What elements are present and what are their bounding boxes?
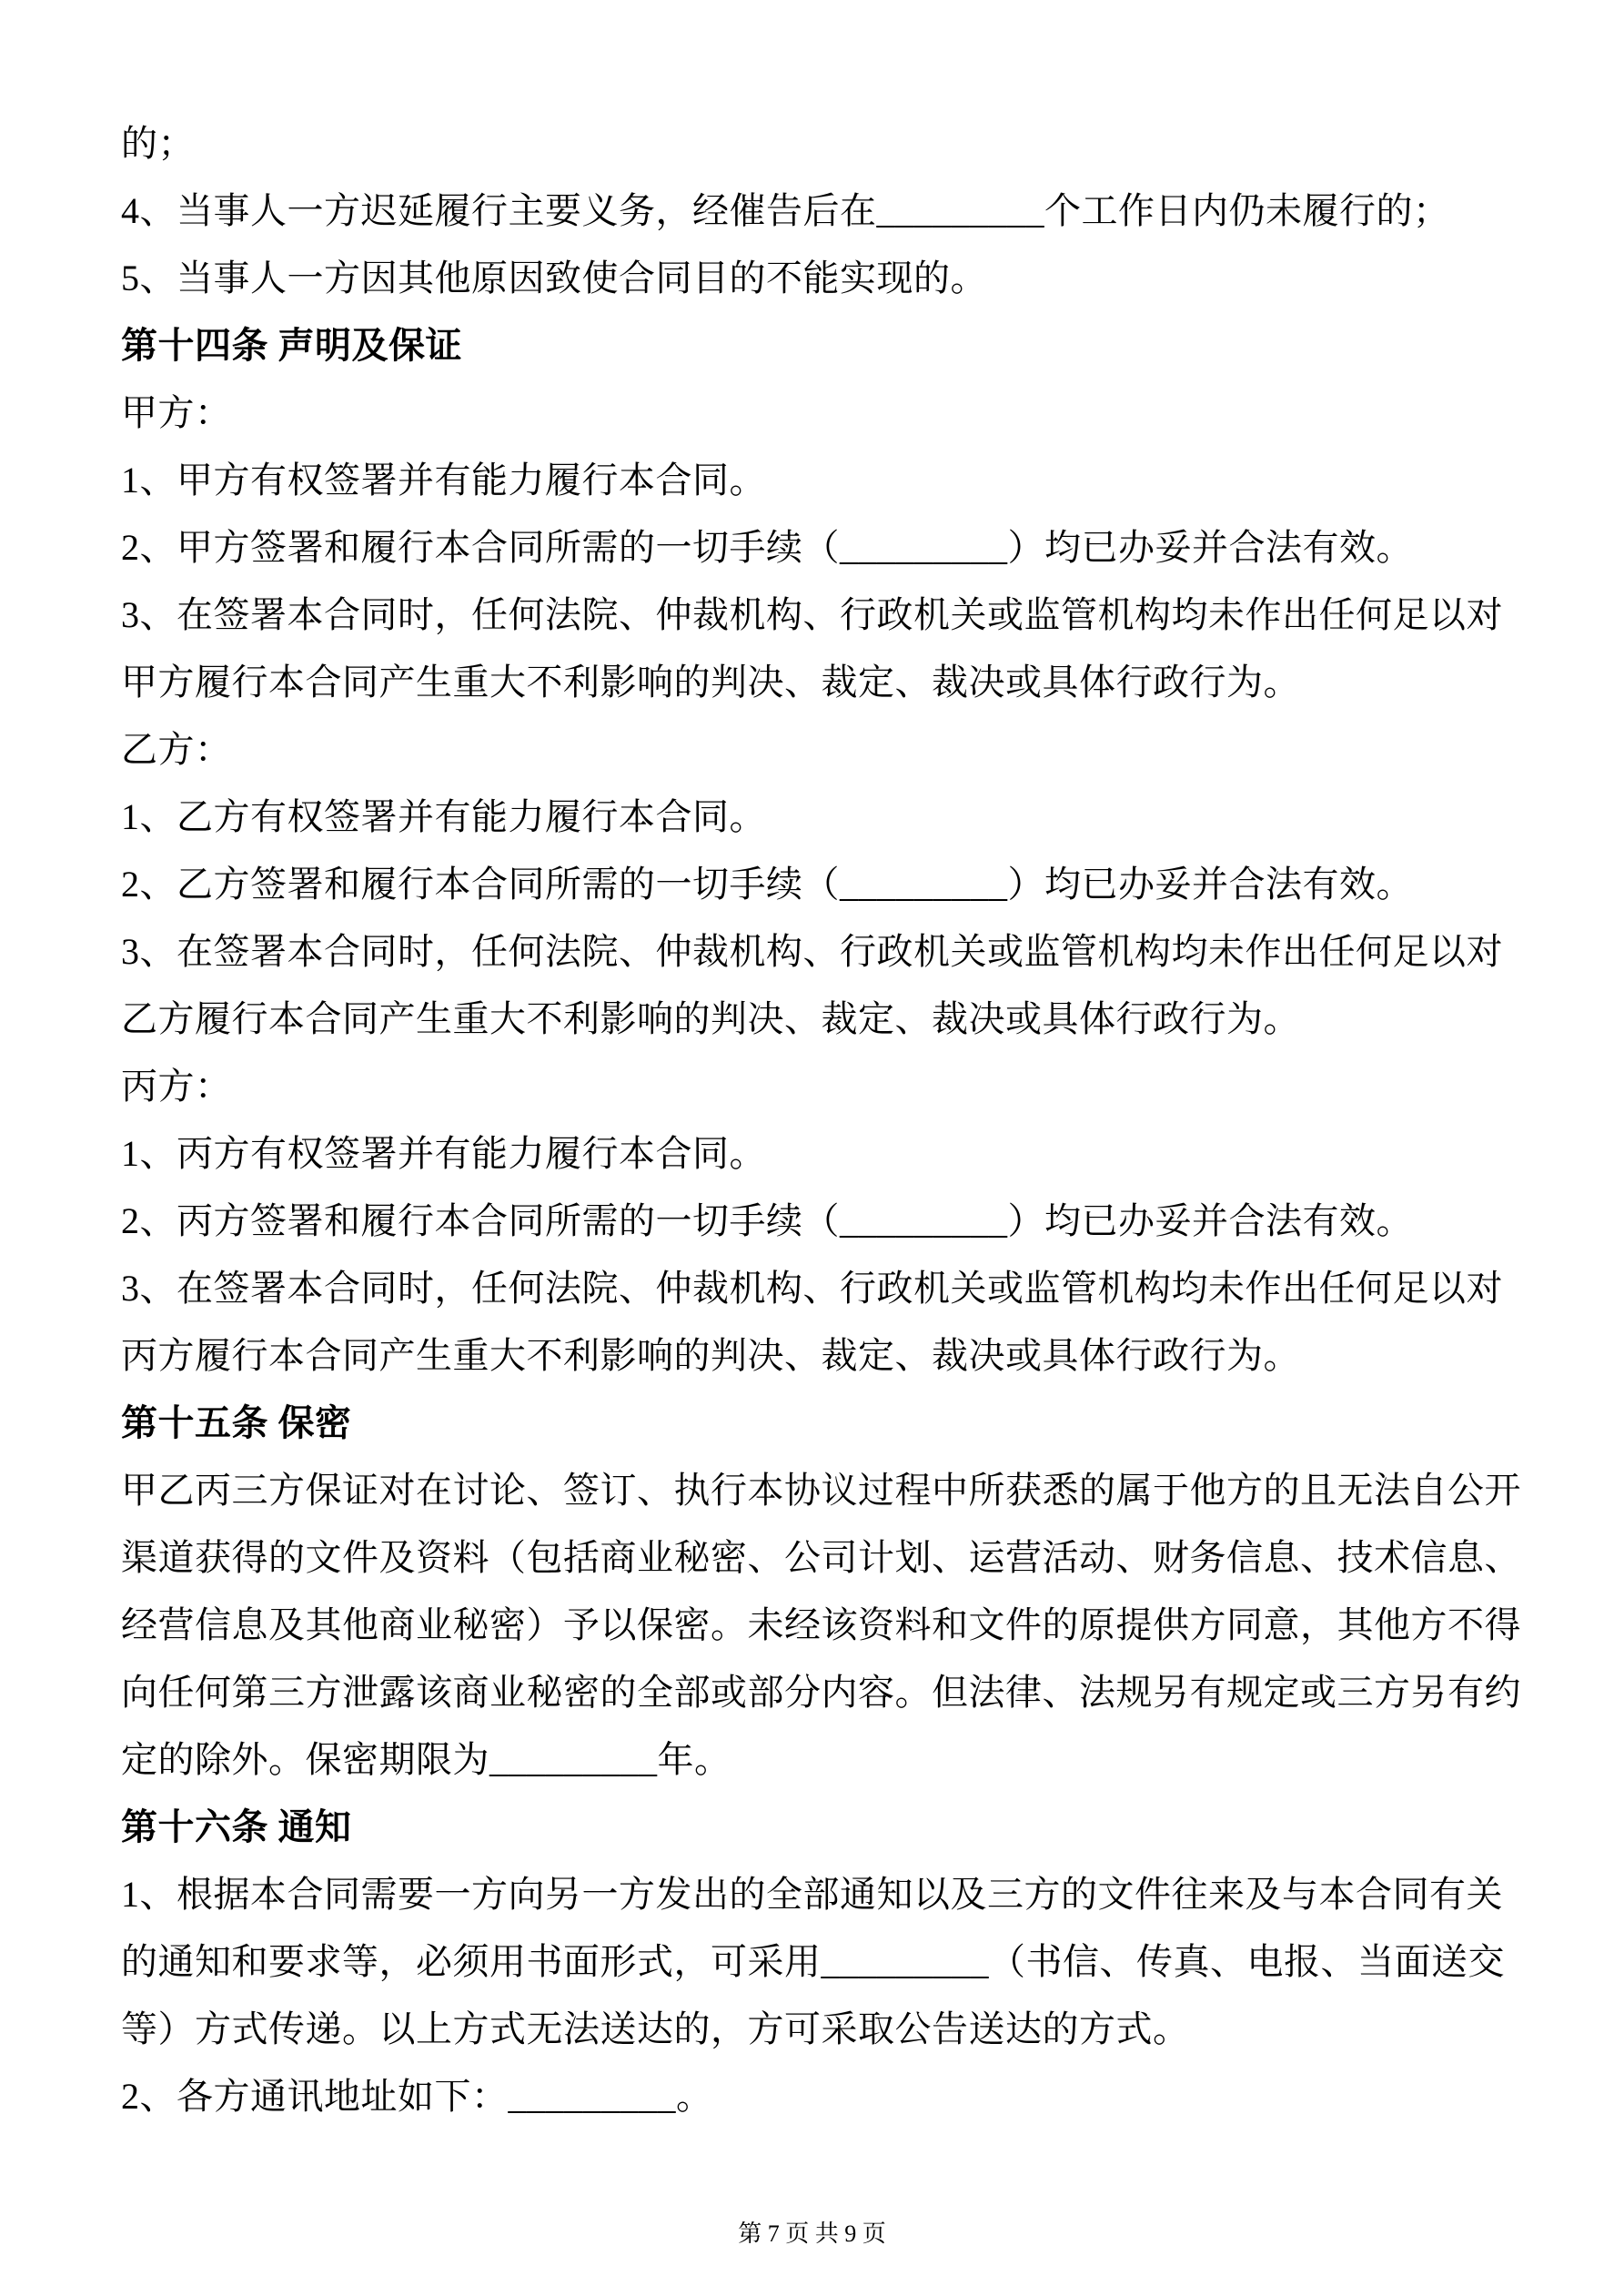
- text-line: 1、乙方有权签署并有能力履行本合同。: [121, 796, 766, 837]
- text-line: 3、在签署本合同时，任何法院、仲裁机构、行政机关或监管机构均未作出任何足以对: [121, 594, 1503, 635]
- text-line: 乙方履行本合同产生重大不利影响的判决、裁定、裁决或具体行政行为。: [121, 998, 1300, 1039]
- text-line: 乙方：: [121, 729, 232, 770]
- page-footer: 第 7 页 共 9 页: [738, 2220, 886, 2247]
- text-line: 3、在签署本合同时，任何法院、仲裁机构、行政机关或监管机构均未作出任何足以对: [121, 1268, 1503, 1309]
- text-line: 渠道获得的文件及资料（包括商业秘密、公司计划、运营活动、财务信息、技术信息、: [121, 1537, 1521, 1578]
- clause-heading: 第十五条 保密: [121, 1402, 352, 1443]
- text-line: 丙方：: [121, 1066, 232, 1107]
- text-line: 1、根据本合同需要一方向另一方发出的全部通知以及三方的文件往来及与本合同有关: [121, 1874, 1503, 1915]
- clause-heading: 第十六条 通知: [121, 1806, 352, 1847]
- text-line: 2、甲方签署和履行本合同所需的一切手续（_________）均已办妥并合法有效。: [121, 527, 1413, 568]
- document-body: [121, 110, 1521, 2130]
- text-line: 经营信息及其他商业秘密）予以保密。未经该资料和文件的原提供方同意，其他方不得: [121, 1604, 1521, 1645]
- text-line: 1、丙方有权签署并有能力履行本合同。: [121, 1133, 766, 1174]
- text-line: 定的除外。保密期限为_________年。: [121, 1739, 731, 1780]
- text-line: 2、各方通讯地址如下：_________。: [121, 2076, 713, 2117]
- text-line: 3、在签署本合同时，任何法院、仲裁机构、行政机关或监管机构均未作出任何足以对: [121, 931, 1503, 972]
- text-line: 2、乙方签署和履行本合同所需的一切手续（_________）均已办妥并合法有效。: [121, 864, 1413, 905]
- text-line: 2、丙方签署和履行本合同所需的一切手续（_________）均已办妥并合法有效。: [121, 1200, 1413, 1241]
- text-line: 等）方式传递。以上方式无法送达的，方可采取公告送达的方式。: [121, 2008, 1190, 2049]
- text-line: 1、甲方有权签署并有能力履行本合同。: [121, 460, 766, 501]
- text-line: 的通知和要求等，必须用书面形式，可采用_________（书信、传真、电报、当面送交: [121, 1941, 1505, 1982]
- text-line: 丙方履行本合同产生重大不利影响的判决、裁定、裁决或具体行政行为。: [121, 1335, 1300, 1376]
- text-line: 甲方履行本合同产生重大不利影响的判决、裁定、裁决或具体行政行为。: [121, 662, 1300, 703]
- text-line: 5、当事人一方因其他原因致使合同目的不能实现的。: [121, 258, 987, 298]
- text-line: 甲乙丙三方保证对在讨论、签订、执行本协议过程中所获悉的属于他方的且无法自公开: [121, 1470, 1521, 1511]
- text-line: 甲方：: [121, 392, 232, 433]
- text-line: 4、当事人一方迟延履行主要义务，经催告后在_________个工作日内仍未履行的；: [121, 190, 1450, 231]
- text-line: 的；: [121, 123, 195, 164]
- clause-heading: 第十四条 声明及保证: [121, 325, 462, 366]
- text-line: 向任何第三方泄露该商业秘密的全部或部分内容。但法律、法规另有规定或三方另有约: [121, 1672, 1521, 1713]
